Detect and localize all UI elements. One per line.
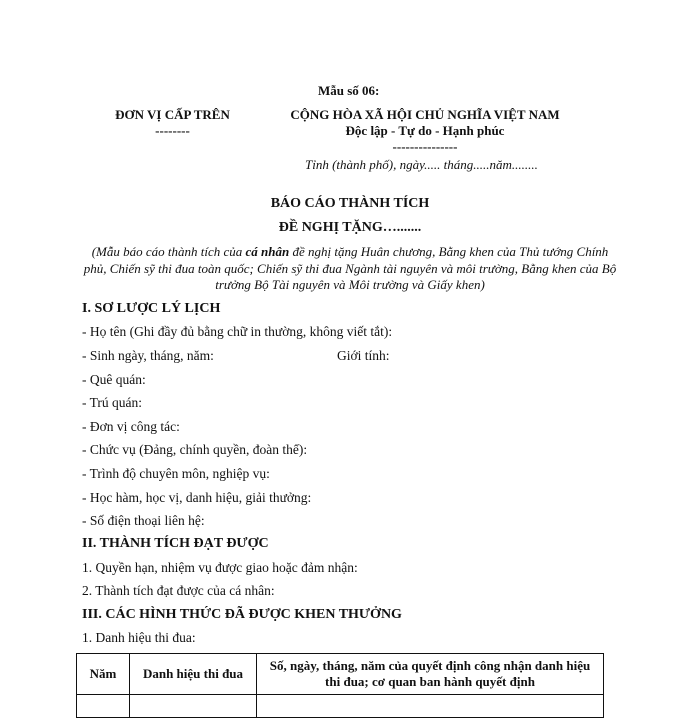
report-title: BÁO CÁO THÀNH TÍCH: [270, 196, 430, 211]
table-cell: [77, 695, 130, 718]
intro-before: (Mẫu báo cáo thành tích của: [91, 244, 246, 259]
profile-line-degree: - Học hàm, học vị, danh hiệu, giải thưởng:: [82, 490, 312, 505]
profile-line-gender: Giới tính:: [337, 348, 390, 363]
table-row: [77, 695, 604, 718]
profile-line-hometown: - Quê quán:: [82, 372, 146, 387]
achievement-line-results: 2. Thành tích đạt được của cá nhân:: [82, 583, 275, 598]
motto-line: ---------------: [392, 139, 458, 154]
report-subtitle: ĐỀ NGHỊ TẶNG….......: [278, 220, 422, 235]
intro-bold: cá nhân: [245, 244, 290, 259]
emulation-titles-table: [76, 653, 604, 718]
table-header-row: [77, 654, 604, 695]
profile-line-birthdate: - Sinh ngày, tháng, năm:: [82, 348, 214, 363]
motto: Độc lập - Tự do - Hạnh phúc: [345, 123, 505, 138]
section3-heading: III. CÁC HÌNH THỨC ĐÃ ĐƯỢC KHEN THƯỞNG: [82, 607, 402, 622]
form-number: Mẫu số 06:: [318, 83, 380, 98]
profile-line-position: - Chức vụ (Đảng, chính quyền, đoàn thể):: [82, 442, 308, 457]
place-date: Tỉnh (thành phố), ngày..... tháng.....năm........: [305, 157, 538, 172]
org-left-line: --------: [155, 123, 190, 138]
nation-name: CỘNG HÒA XÃ HỘI CHỦ NGHĨA VIỆT NAM: [290, 107, 560, 122]
table-cell: [130, 695, 257, 718]
intro-after: đề nghị tặng Huân chương, Bằng khen của Thủ tướng Chính phủ, Chiến sỹ thi đua toàn quốc; Chiến sỹ thi đua Ngành tài nguyên và môi trường, Bằng khen của Bộ trưởng Bộ Tài nguyên và Môi trường và Giấy khen): [83, 244, 617, 292]
section1-heading: I. SƠ LƯỢC LÝ LỊCH: [82, 301, 221, 316]
profile-line-phone: - Số điện thoại liên hệ:: [82, 513, 205, 528]
profile-line-name: - Họ tên (Ghi đầy đủ bằng chữ in thường, không viết tắt):: [82, 324, 393, 339]
profile-line-qualification: - Trình độ chuyên môn, nghiệp vụ:: [82, 466, 270, 481]
header-year: Năm: [77, 654, 130, 695]
profile-line-residence: - Trú quán:: [82, 395, 143, 410]
header-decision: Số, ngày, tháng, năm của quyết định công nhận danh hiệu thi đua; cơ quan ban hành quyết định: [257, 654, 604, 695]
header-title: Danh hiệu thi đua: [130, 654, 257, 695]
intro-paragraph: [82, 244, 618, 294]
section2-heading: II. THÀNH TÍCH ĐẠT ĐƯỢC: [82, 536, 269, 551]
org-left: ĐƠN VỊ CẤP TRÊN: [115, 107, 230, 122]
achievement-line-duties: 1. Quyền hạn, nhiệm vụ được giao hoặc đảm nhận:: [82, 560, 358, 575]
award-sub-emulation: 1. Danh hiệu thi đua:: [82, 630, 196, 645]
profile-line-workplace: - Đơn vị công tác:: [82, 419, 180, 434]
table-cell: [257, 695, 604, 718]
